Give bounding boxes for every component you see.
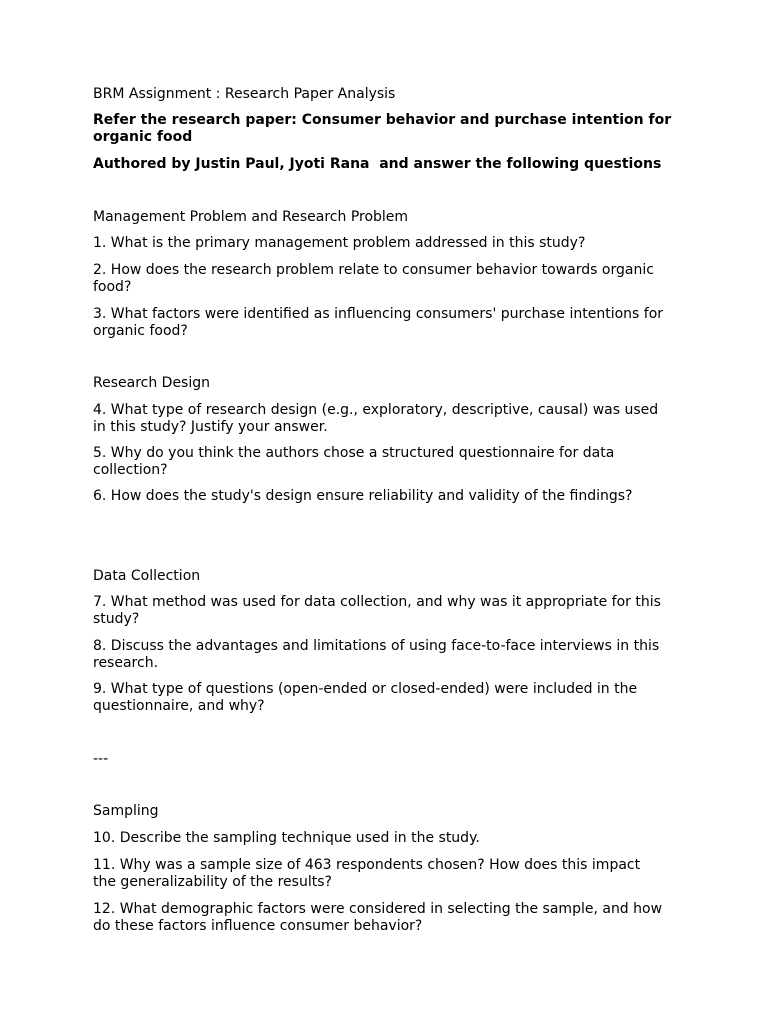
authors-line: Authored by Justin Paul, Jyoti Rana and answer the following questions bbox=[93, 156, 662, 172]
refer-paper-line: Refer the research paper: Consumer behavior and purchase intention for organic food bbox=[93, 112, 676, 145]
question-7: 7. What method was used for data collection, and why was it appropriate for this study? bbox=[93, 594, 666, 627]
question-4: 4. What type of research design (e.g., exploratory, descriptive, causal) was used in this study? Justify your answer. bbox=[93, 402, 663, 435]
question-5: 5. Why do you think the authors chose a structured questionnaire for data collection? bbox=[93, 445, 619, 478]
question-1: 1. What is the primary management problem addressed in this study? bbox=[93, 235, 586, 251]
section-heading-sampling: Sampling bbox=[93, 803, 159, 819]
separator-dashes: --- bbox=[93, 751, 109, 767]
assignment-title: BRM Assignment : Research Paper Analysis bbox=[93, 86, 396, 102]
question-6: 6. How does the study's design ensure reliability and validity of the findings? bbox=[93, 488, 633, 504]
question-12: 12. What demographic factors were considered in selecting the sample, and how do these factors influence consumer behavior? bbox=[93, 901, 667, 934]
question-11: 11. Why was a sample size of 463 respondents chosen? How does this impact the generalizability of the results? bbox=[93, 857, 645, 890]
question-8: 8. Discuss the advantages and limitations of using face-to-face interviews in this research. bbox=[93, 638, 664, 671]
question-3: 3. What factors were identified as influencing consumers' purchase intentions for organic food? bbox=[93, 306, 668, 339]
section-heading-management: Management Problem and Research Problem bbox=[93, 209, 409, 225]
question-2: 2. How does the research problem relate to consumer behavior towards organic food? bbox=[93, 262, 659, 295]
section-heading-collection: Data Collection bbox=[93, 568, 201, 584]
question-10: 10. Describe the sampling technique used in the study. bbox=[93, 830, 480, 846]
question-9: 9. What type of questions (open-ended or closed-ended) were included in the questionnaire, and why? bbox=[93, 681, 642, 714]
section-heading-design: Research Design bbox=[93, 375, 211, 391]
